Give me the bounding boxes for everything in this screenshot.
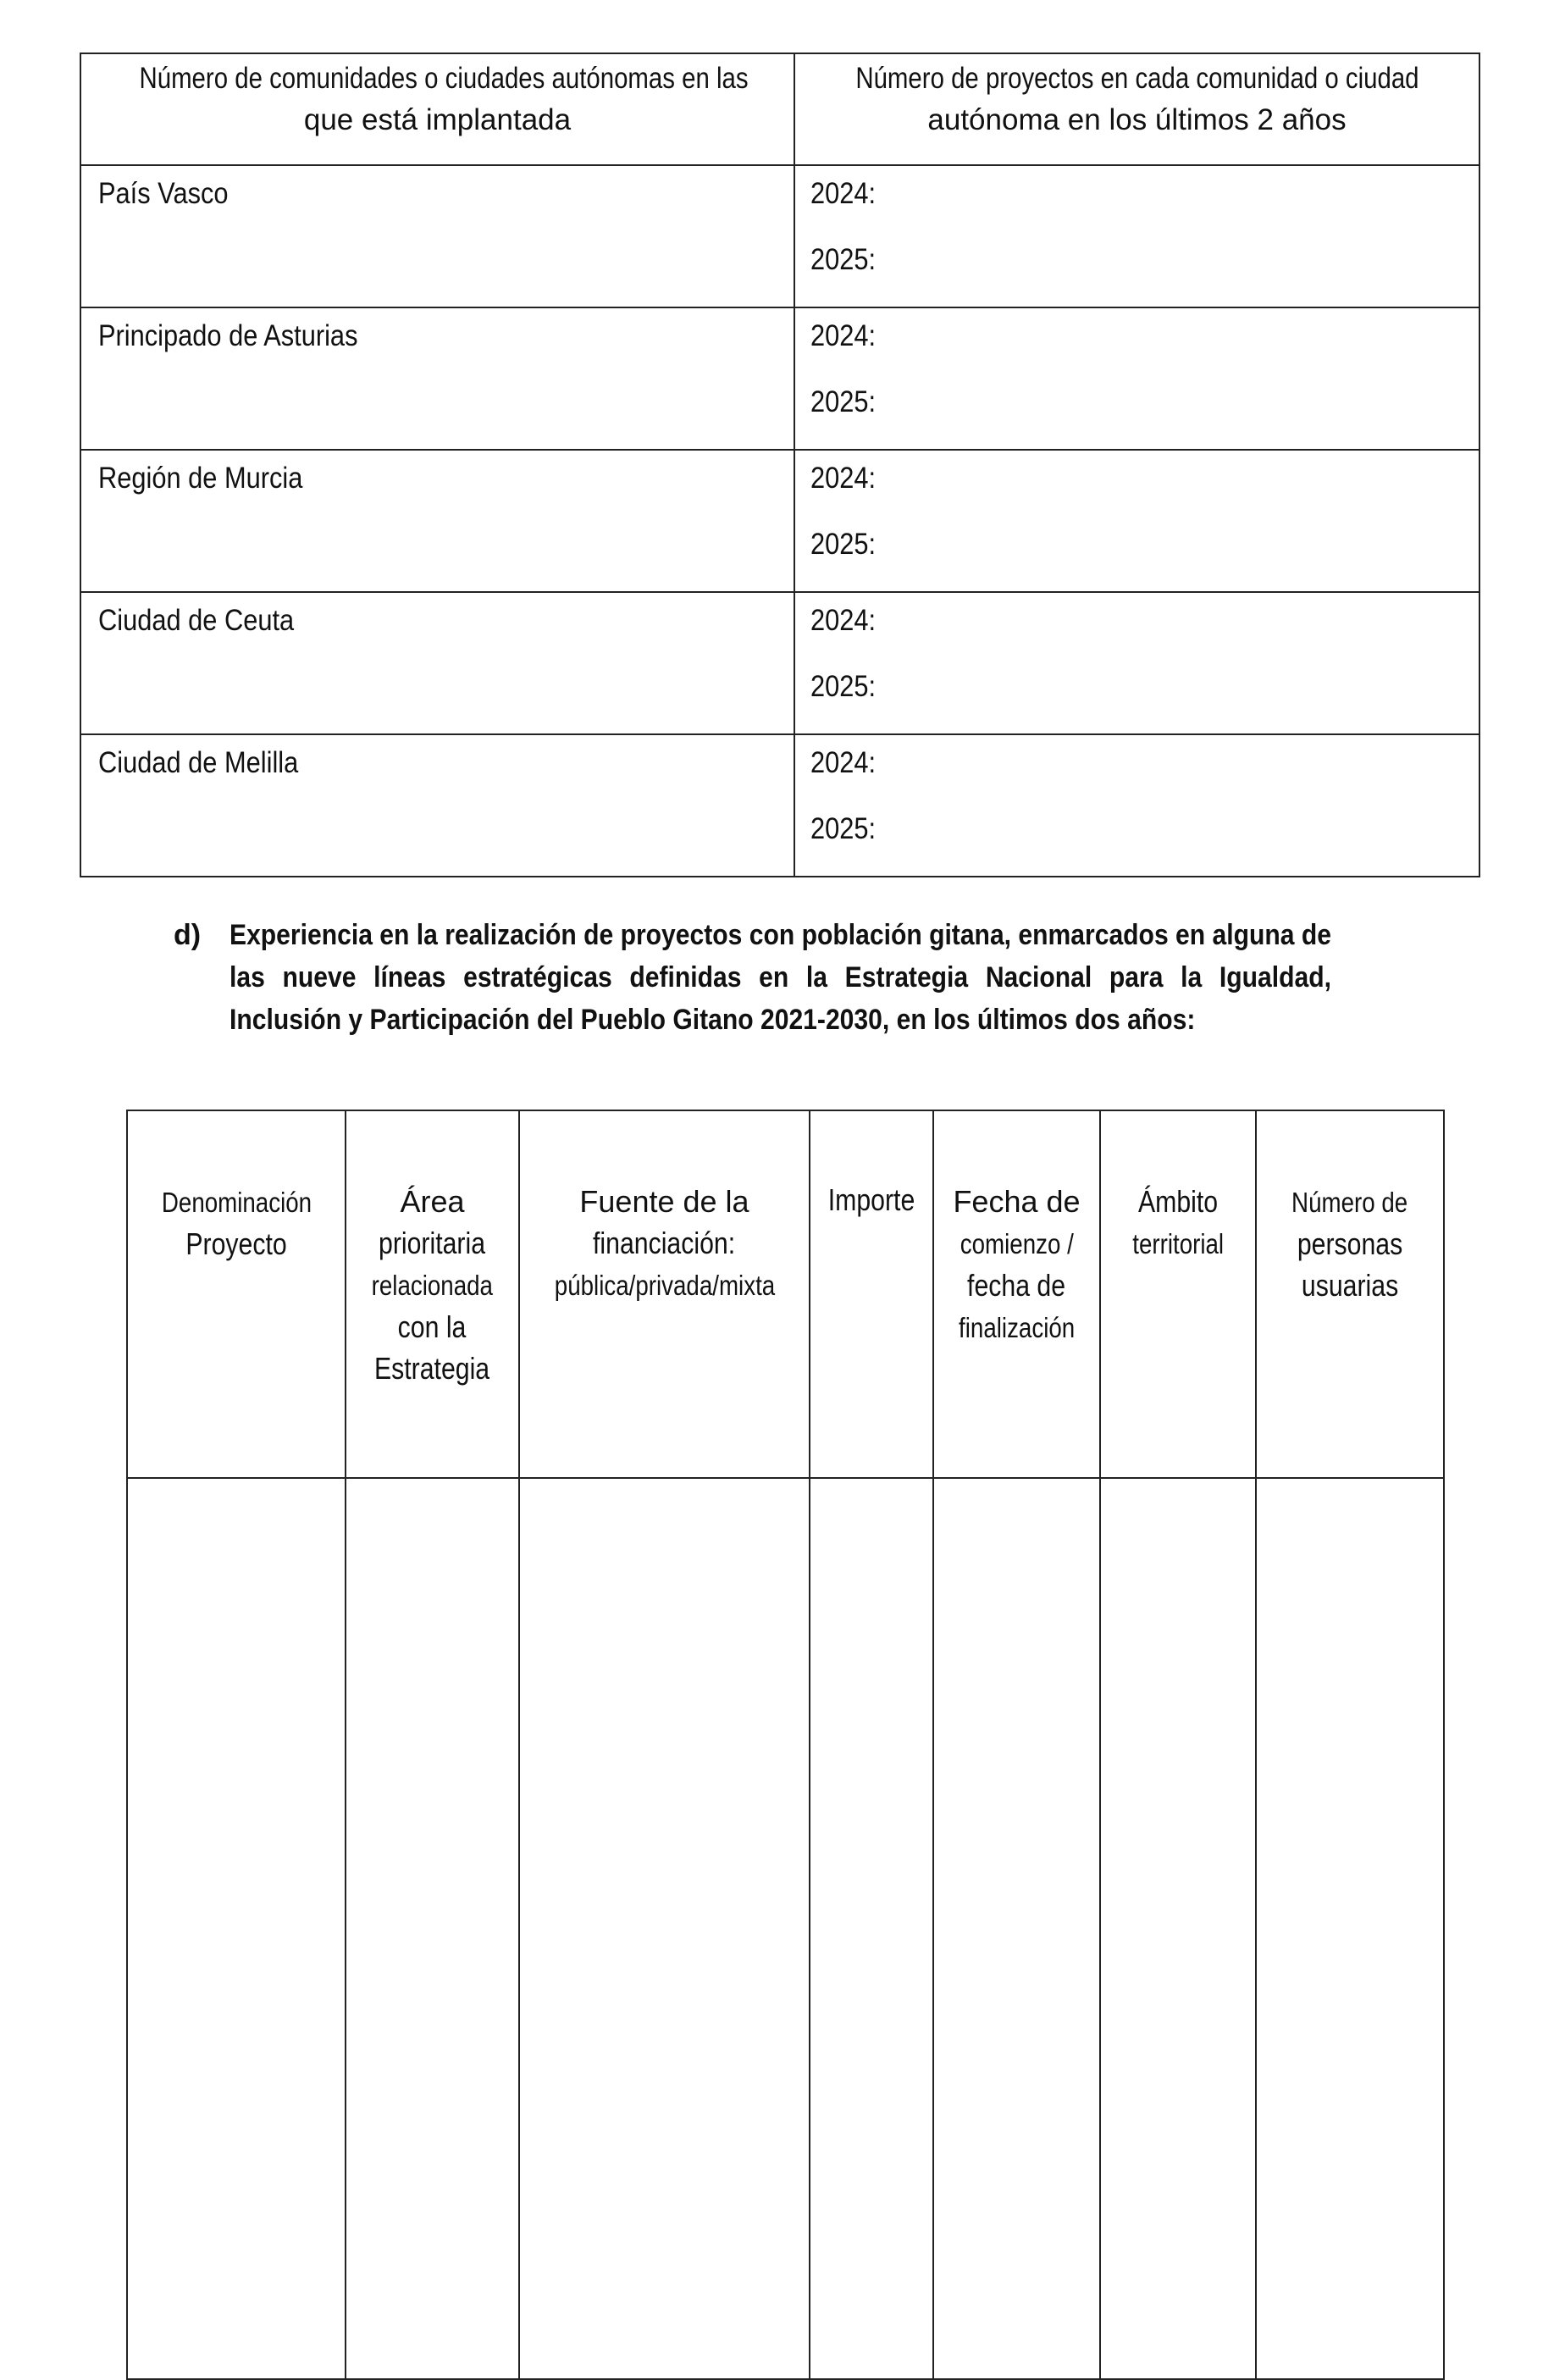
priority-area-cell[interactable] bbox=[346, 1478, 519, 2379]
year-2025-label: 2025: bbox=[810, 385, 877, 418]
header-amount bbox=[810, 1110, 933, 1478]
table-row bbox=[80, 592, 1479, 734]
header-line: prioritaria bbox=[379, 1226, 486, 1260]
region-name: Ciudad de Ceuta bbox=[98, 604, 295, 637]
header-communities-line2: que está implantada bbox=[303, 103, 572, 136]
region-name: Región de Murcia bbox=[98, 462, 303, 495]
projects-cell[interactable] bbox=[794, 734, 1479, 877]
header-communities-line1: Número de comunidades o ciudades autónomas en las bbox=[139, 62, 749, 95]
header-line: Área bbox=[400, 1184, 465, 1219]
header-line: Importe bbox=[827, 1182, 915, 1217]
project-name-cell[interactable] bbox=[127, 1478, 346, 2379]
header-line: Fuente de la bbox=[579, 1184, 749, 1219]
year-2024-label: 2024: bbox=[810, 604, 877, 637]
year-2024-label: 2024: bbox=[810, 746, 877, 779]
regions-projects-table bbox=[80, 53, 1480, 877]
section-letter: d) bbox=[174, 919, 202, 951]
funding-source-cell[interactable] bbox=[519, 1478, 810, 2379]
experience-projects-table bbox=[126, 1110, 1445, 2380]
table-row bbox=[127, 1478, 1444, 2379]
territorial-scope-cell[interactable] bbox=[1100, 1478, 1256, 2379]
year-2025-label: 2025: bbox=[810, 528, 877, 561]
header-priority-area bbox=[346, 1110, 519, 1478]
region-cell bbox=[80, 450, 794, 592]
header-line: pública/privada/mixta bbox=[554, 1270, 775, 1301]
header-line: fecha de bbox=[967, 1268, 1066, 1303]
year-2025-label: 2025: bbox=[810, 243, 877, 276]
year-2024-label: 2024: bbox=[810, 319, 877, 352]
header-line: territorial bbox=[1132, 1228, 1224, 1259]
year-2024-label: 2024: bbox=[810, 462, 877, 495]
region-name: País Vasco bbox=[98, 177, 229, 210]
projects-cell[interactable] bbox=[794, 592, 1479, 734]
projects-cell[interactable] bbox=[794, 450, 1479, 592]
region-cell bbox=[80, 307, 794, 450]
header-line: finalización bbox=[958, 1312, 1076, 1343]
header-line: Número de bbox=[1291, 1187, 1408, 1218]
header-line: personas bbox=[1297, 1226, 1403, 1261]
table-row bbox=[80, 307, 1479, 450]
table-row bbox=[80, 450, 1479, 592]
header-line: Proyecto bbox=[185, 1226, 287, 1261]
header-users-count bbox=[1256, 1110, 1444, 1478]
table-header-row bbox=[80, 53, 1479, 165]
header-line: financiación: bbox=[593, 1226, 736, 1260]
amount-cell[interactable] bbox=[810, 1478, 933, 2379]
projects-cell[interactable] bbox=[794, 307, 1479, 450]
header-territorial-scope bbox=[1100, 1110, 1256, 1478]
header-line: con la bbox=[398, 1309, 467, 1344]
region-cell bbox=[80, 734, 794, 877]
header-line: Estrategia bbox=[374, 1351, 490, 1386]
header-projects bbox=[794, 53, 1479, 165]
year-2025-label: 2025: bbox=[810, 812, 877, 845]
region-cell bbox=[80, 592, 794, 734]
header-line: usuarias bbox=[1301, 1268, 1399, 1303]
header-projects-line2: autónoma en los últimos 2 años bbox=[927, 103, 1347, 136]
users-count-cell[interactable] bbox=[1256, 1478, 1444, 2379]
dates-cell[interactable] bbox=[933, 1478, 1100, 2379]
table-row bbox=[80, 734, 1479, 877]
header-line: relacionada bbox=[371, 1270, 494, 1301]
table-row bbox=[80, 165, 1479, 307]
header-line: comienzo / bbox=[960, 1228, 1074, 1259]
header-dates bbox=[933, 1110, 1100, 1478]
year-2024-label: 2024: bbox=[810, 177, 877, 210]
header-project-name bbox=[127, 1110, 346, 1478]
header-communities bbox=[80, 53, 794, 165]
table-header-row bbox=[127, 1110, 1444, 1478]
section-d-text: Experiencia en la realización de proyectos con población gitana, enmarcados en alguna de las nueve líneas estratégicas definidas en la Estrategia Nacional para la Igualdad, Inclusión y Participación del Pueblo Gitano 2021-2030, en los últimos dos años: bbox=[230, 919, 1331, 1036]
projects-cell[interactable] bbox=[794, 165, 1479, 307]
region-name: Ciudad de Melilla bbox=[98, 746, 299, 779]
region-cell bbox=[80, 165, 794, 307]
year-2025-label: 2025: bbox=[810, 670, 877, 703]
header-line: Fecha de bbox=[953, 1184, 1081, 1219]
header-line: Denominación bbox=[161, 1187, 312, 1218]
header-line: Ámbito bbox=[1137, 1184, 1219, 1219]
header-projects-line1: Número de proyectos en cada comunidad o ciudad bbox=[854, 62, 1419, 95]
header-funding-source bbox=[519, 1110, 810, 1478]
region-name: Principado de Asturias bbox=[98, 319, 358, 352]
